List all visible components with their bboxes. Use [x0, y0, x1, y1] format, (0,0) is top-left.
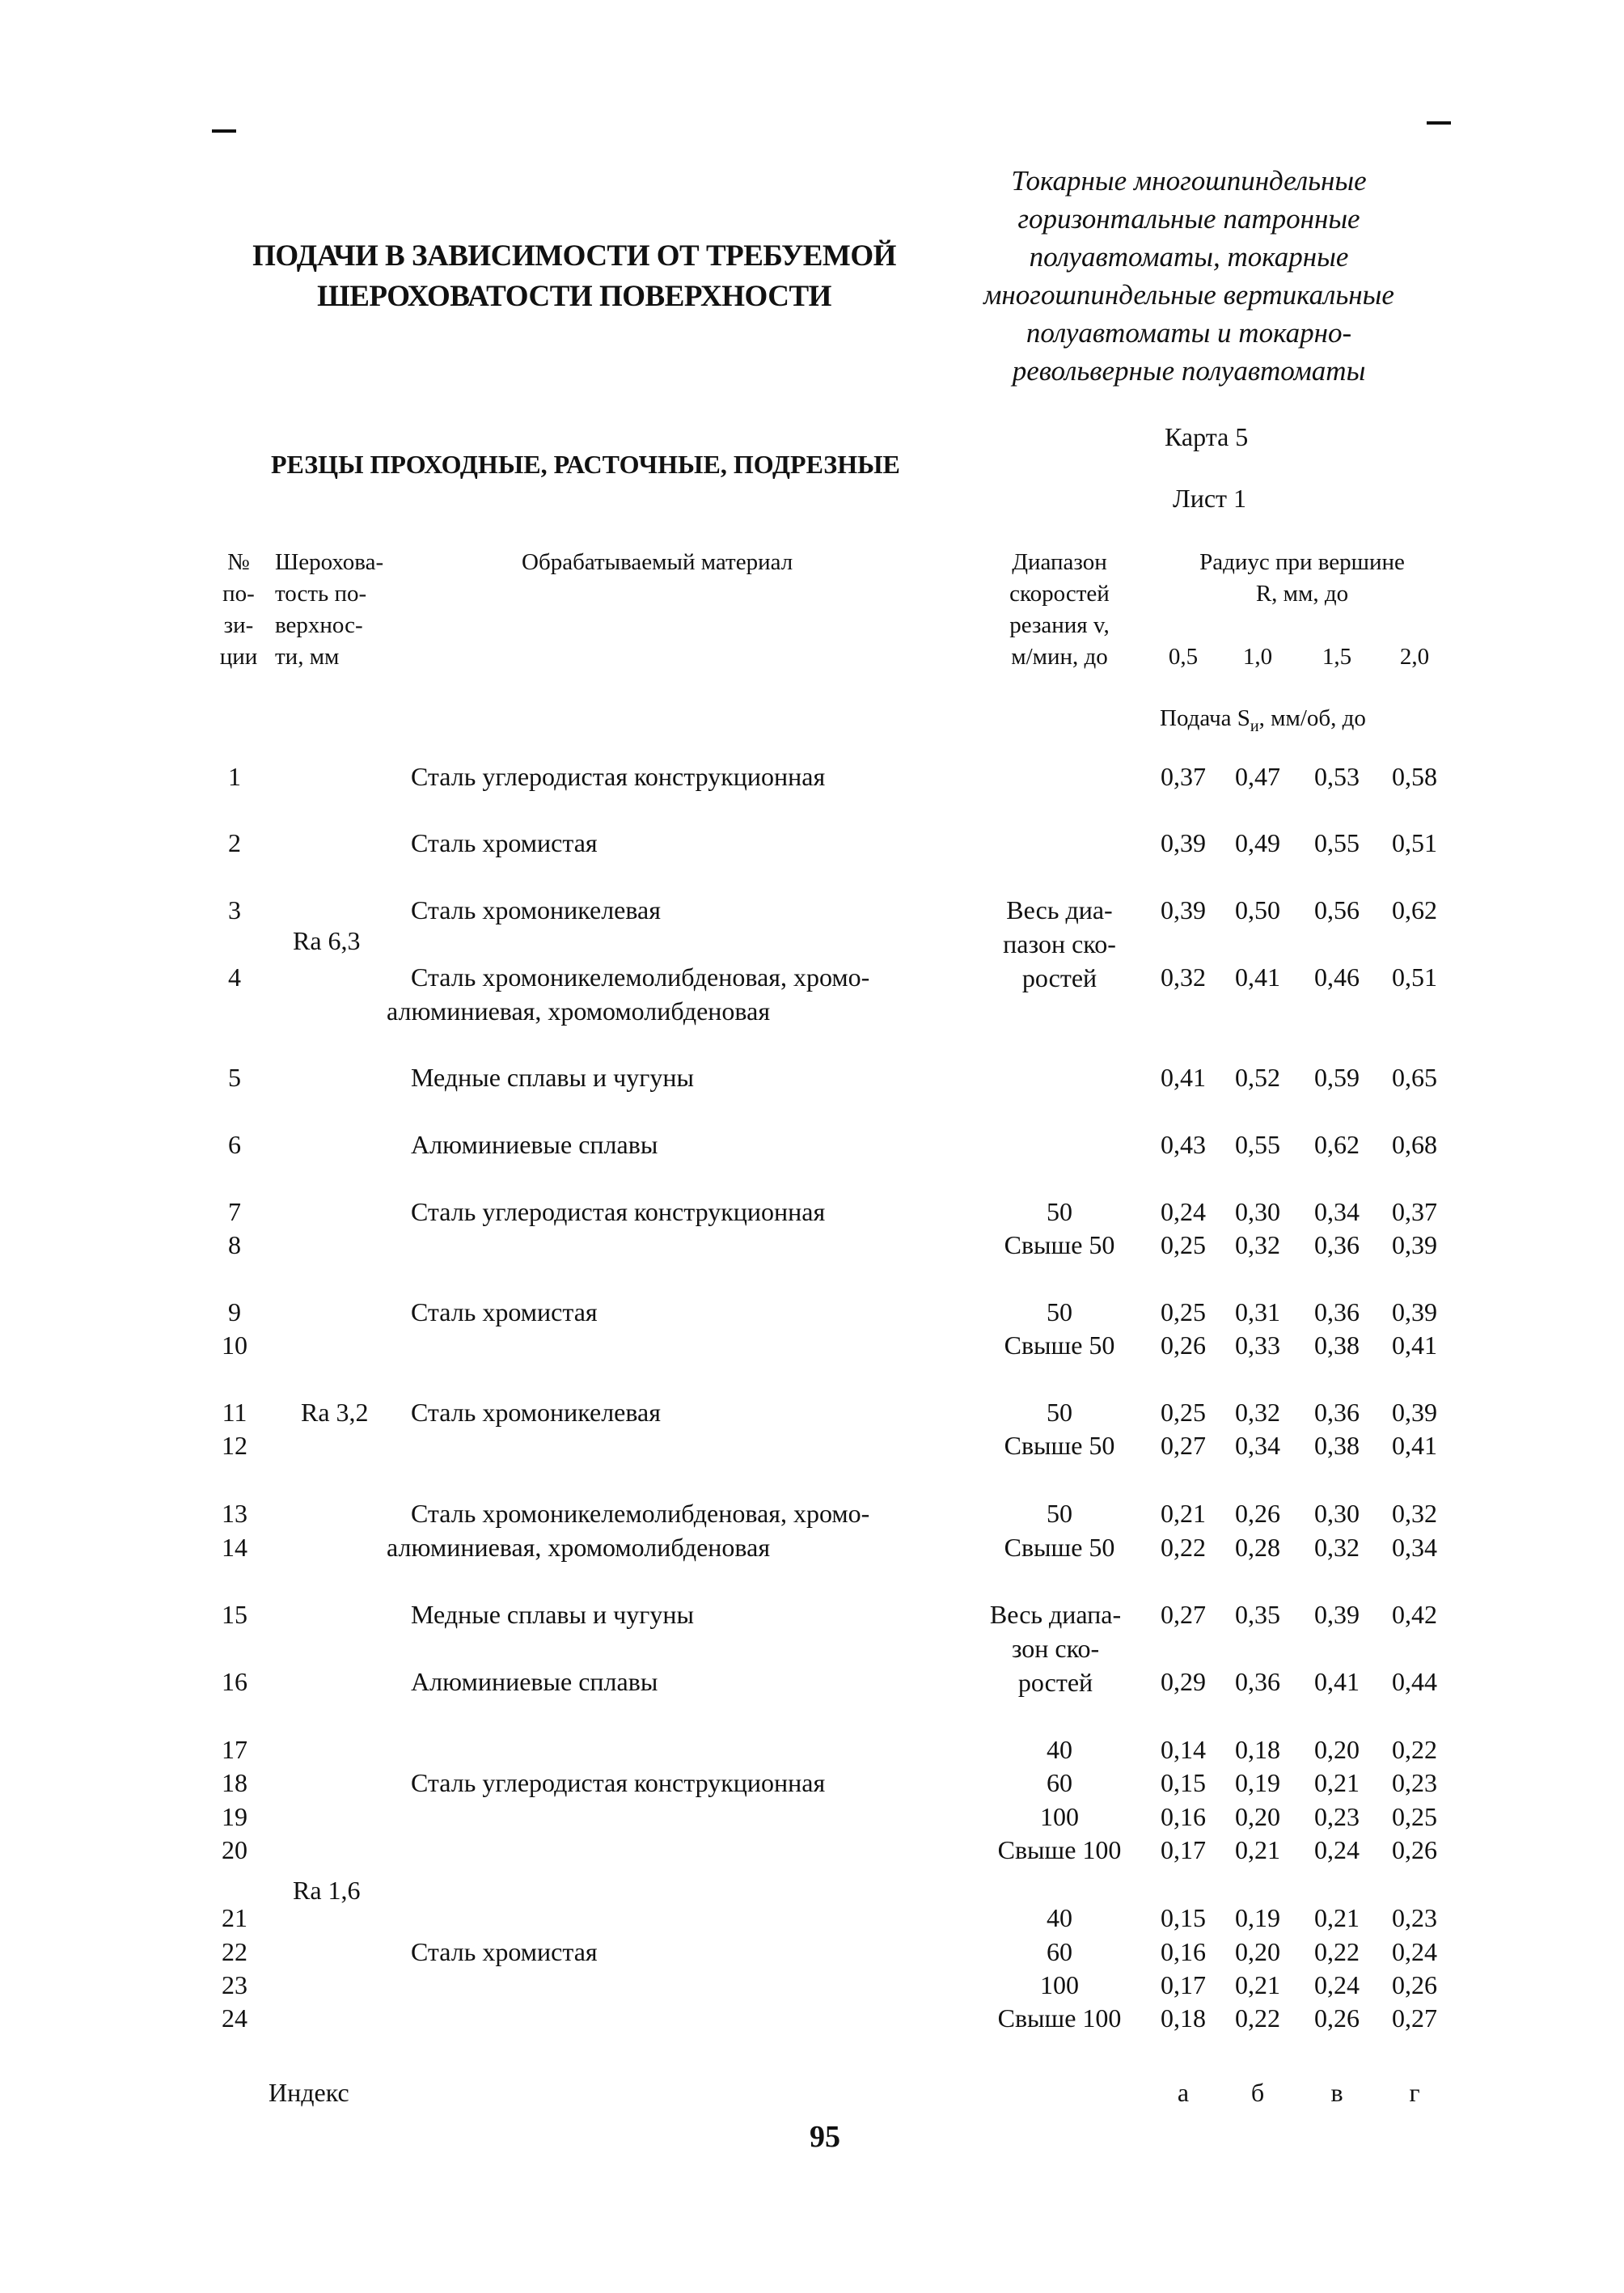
header-line: скоростей: [1009, 581, 1110, 607]
material-cell: алюминиевая, хромомолибденовая: [387, 1533, 771, 1562]
feed-value: 0,32: [1161, 962, 1206, 992]
index-letter: в: [1330, 2078, 1343, 2107]
header-line: R, мм, до: [1255, 581, 1349, 607]
row-position: 2: [228, 828, 241, 857]
header-line: Шерохова-: [275, 549, 384, 575]
row-position: 15: [222, 1600, 247, 1629]
index-label: Индекс: [269, 2078, 349, 2107]
row-position: 21: [222, 1903, 247, 1932]
feed-unit: , мм/об, до: [1258, 705, 1366, 731]
feed-value: 0,26: [1235, 1499, 1280, 1528]
speed-note: [979, 893, 1140, 995]
feed-value: 0,53: [1314, 762, 1360, 791]
feed-label: Подача S: [1160, 705, 1250, 731]
material-cell: алюминиевая, хромомолибденовая: [387, 996, 771, 1026]
roughness-label: Ra 3,2: [301, 1398, 369, 1427]
feed-value: 0,36: [1235, 1667, 1280, 1696]
machine-line: Токарные многошпиндельные: [1011, 165, 1367, 197]
feed-value: 0,22: [1235, 2003, 1280, 2033]
material-cell: Сталь углеродистая конструкционная: [411, 1768, 826, 1797]
feed-value: 0,24: [1314, 1970, 1360, 1999]
row-position: 22: [222, 1937, 247, 1966]
header-line: №: [227, 549, 250, 575]
feed-value: 0,25: [1161, 1230, 1206, 1259]
feed-value: 0,17: [1161, 1970, 1206, 1999]
row-position: 6: [228, 1130, 241, 1159]
material-cell: Сталь хромоникелевая: [411, 895, 661, 924]
row-position: 24: [222, 2003, 247, 2033]
card-number: Карта 5: [1165, 422, 1249, 451]
feed-value: 0,62: [1392, 895, 1437, 924]
roughness-label: Ra 1,6: [293, 1876, 361, 1905]
feed-value: 0,16: [1161, 1937, 1206, 1966]
row-position: 4: [228, 962, 241, 992]
feed-value: 0,34: [1314, 1197, 1360, 1226]
speed-note: [971, 1597, 1140, 1699]
feed-value: 0,26: [1314, 2003, 1360, 2033]
radius-3: 2,0: [1399, 644, 1430, 670]
feed-value: 0,34: [1392, 1533, 1437, 1562]
feed-value: 0,68: [1392, 1130, 1437, 1159]
row-speed: 40: [1047, 1735, 1072, 1764]
row-position: 13: [222, 1499, 247, 1528]
header-line: ти, мм: [275, 644, 340, 670]
feed-value: 0,22: [1314, 1937, 1360, 1966]
page-title: [210, 236, 938, 317]
feed-value: 0,19: [1235, 1903, 1280, 1932]
speed-note-line: Весь диа-: [1006, 895, 1113, 924]
feed-value: 0,31: [1235, 1297, 1280, 1326]
feed-value: 0,18: [1235, 1735, 1280, 1764]
material-cell: Сталь хромоникелевая: [411, 1398, 661, 1427]
feed-value: 0,24: [1314, 1835, 1360, 1864]
feed-value: 0,43: [1161, 1130, 1206, 1159]
row-position: 12: [222, 1431, 247, 1460]
radius-1: 1,0: [1242, 644, 1273, 670]
speed-note-line: Весь диапа-: [989, 1600, 1122, 1629]
feed-value: 0,21: [1235, 1835, 1280, 1864]
feed-value: 0,26: [1161, 1331, 1206, 1360]
row-position: 8: [228, 1230, 241, 1259]
row-speed: 100: [1040, 1802, 1079, 1831]
speed-note-line: ростей: [1017, 1668, 1093, 1697]
speed-note-line: пазон ско-: [1003, 929, 1116, 958]
index-letter: а: [1177, 2078, 1190, 2107]
material-cell: Сталь хромистая: [411, 1937, 598, 1966]
feed-value: 0,20: [1314, 1735, 1360, 1764]
feed-value: 0,37: [1392, 1197, 1437, 1226]
feed-value: 0,24: [1392, 1937, 1437, 1966]
feed-value: 0,35: [1235, 1600, 1280, 1629]
row-speed: 40: [1047, 1903, 1072, 1932]
feed-value: 0,41: [1235, 962, 1280, 992]
feed-value: 0,21: [1235, 1970, 1280, 1999]
feed-value: 0,51: [1392, 828, 1437, 857]
feed-value: 0,29: [1161, 1667, 1206, 1696]
feed-value: 0,34: [1235, 1431, 1280, 1460]
speed-note-line: ростей: [1021, 963, 1097, 992]
feed-value: 0,21: [1314, 1903, 1360, 1932]
feed-value: 0,23: [1314, 1802, 1360, 1831]
feed-value: 0,19: [1235, 1768, 1280, 1797]
title-line: ШЕРОХОВАТОСТИ ПОВЕРХНОСТИ: [317, 280, 831, 313]
row-speed: Свыше 100: [997, 2003, 1122, 2033]
feed-value: 0,27: [1392, 2003, 1437, 2033]
feed-value: 0,65: [1392, 1063, 1437, 1092]
feed-value: 0,22: [1392, 1735, 1437, 1764]
row-speed: 50: [1047, 1398, 1072, 1427]
row-speed: 60: [1047, 1937, 1072, 1966]
row-speed: 50: [1047, 1197, 1072, 1226]
feed-value: 0,18: [1161, 2003, 1206, 2033]
material-cell: Сталь углеродистая конструкционная: [411, 1197, 826, 1226]
row-speed: Свыше 50: [1004, 1230, 1115, 1259]
feed-value: 0,32: [1314, 1533, 1360, 1562]
header-line: Радиус при вершине: [1199, 549, 1405, 575]
feed-value: 0,25: [1392, 1802, 1437, 1831]
feed-value: 0,55: [1314, 828, 1360, 857]
row-speed: Свыше 100: [997, 1835, 1122, 1864]
feed-value: 0,51: [1392, 962, 1437, 992]
feed-value: 0,59: [1314, 1063, 1360, 1092]
feed-value: 0,15: [1161, 1903, 1206, 1932]
feed-value: 0,44: [1392, 1667, 1437, 1696]
header-line: по-: [222, 581, 255, 607]
feed-value: 0,50: [1235, 895, 1280, 924]
speed-note-line: зон ско-: [1011, 1634, 1100, 1663]
machine-line: горизонтальные патронные: [1017, 203, 1360, 235]
row-position: 19: [222, 1802, 247, 1831]
feed-value: 0,20: [1235, 1802, 1280, 1831]
feed-value: 0,55: [1235, 1130, 1280, 1159]
row-speed: Свыше 50: [1004, 1533, 1115, 1562]
feed-value: 0,41: [1392, 1331, 1437, 1360]
header-line: верхнос-: [275, 612, 363, 638]
feed-value: 0,62: [1314, 1130, 1360, 1159]
feed-value: 0,30: [1235, 1197, 1280, 1226]
feed-value: 0,39: [1161, 828, 1206, 857]
row-speed: 60: [1047, 1768, 1072, 1797]
feed-value: 0,36: [1314, 1297, 1360, 1326]
feed-value: 0,24: [1161, 1197, 1206, 1226]
header-line: ции: [219, 644, 258, 670]
header-material: Обрабатываемый материал: [522, 549, 793, 575]
row-position: 20: [222, 1835, 247, 1864]
page-number: 95: [810, 2120, 840, 2154]
feed-value: 0,21: [1314, 1768, 1360, 1797]
header-speed: [979, 547, 1140, 673]
material-cell: Сталь хромоникелемолибденовая, хромо-: [411, 962, 870, 992]
feed-value: 0,23: [1392, 1768, 1437, 1797]
index-letter: б: [1250, 2078, 1265, 2107]
row-position: 16: [222, 1667, 247, 1696]
feed-value: 0,15: [1161, 1768, 1206, 1797]
row-position: 3: [228, 895, 241, 924]
row-position: 14: [222, 1533, 247, 1562]
feed-value: 0,20: [1235, 1937, 1280, 1966]
feed-value: 0,30: [1314, 1499, 1360, 1528]
feed-value: 0,26: [1392, 1835, 1437, 1864]
feed-value: 0,32: [1235, 1398, 1280, 1427]
feed-value: 0,32: [1392, 1499, 1437, 1528]
roughness-label: Ra 6,3: [293, 926, 361, 955]
feed-value: 0,32: [1235, 1230, 1280, 1259]
feed-value: 0,39: [1314, 1600, 1360, 1629]
header-line: м/мин, до: [1011, 644, 1108, 670]
row-position: 18: [222, 1768, 247, 1797]
feed-value: 0,25: [1161, 1398, 1206, 1427]
header-line: зи-: [223, 612, 254, 638]
feed-value: 0,36: [1314, 1230, 1360, 1259]
row-speed: 50: [1047, 1297, 1072, 1326]
feed-header: [1160, 703, 1366, 742]
row-speed: 50: [1047, 1499, 1072, 1528]
radius-2: 1,5: [1322, 644, 1352, 670]
feed-value: 0,41: [1392, 1431, 1437, 1460]
material-cell: Медные сплавы и чугуны: [411, 1600, 694, 1629]
feed-value: 0,27: [1161, 1600, 1206, 1629]
header-radius: [1148, 547, 1456, 610]
row-position: 10: [222, 1331, 247, 1360]
header-roughness: [275, 547, 421, 673]
row-position: 11: [222, 1398, 247, 1427]
machine-line: револьверные полуавтоматы: [1012, 355, 1366, 387]
feed-value: 0,27: [1161, 1431, 1206, 1460]
feed-value: 0,36: [1314, 1398, 1360, 1427]
feed-subscript: и: [1250, 717, 1259, 735]
row-position: 7: [228, 1197, 241, 1226]
index-letter: г: [1409, 2078, 1420, 2107]
feed-value: 0,39: [1392, 1230, 1437, 1259]
feed-value: 0,23: [1392, 1903, 1437, 1932]
feed-value: 0,21: [1161, 1499, 1206, 1528]
row-position: 23: [222, 1970, 247, 1999]
feed-value: 0,25: [1161, 1297, 1206, 1326]
header-line: резания v,: [1009, 612, 1110, 638]
material-cell: Медные сплавы и чугуны: [411, 1063, 694, 1092]
material-cell: Сталь хромоникелемолибденовая, хромо-: [411, 1499, 870, 1528]
feed-value: 0,41: [1161, 1063, 1206, 1092]
feed-value: 0,46: [1314, 962, 1360, 992]
feed-value: 0,17: [1161, 1835, 1206, 1864]
corner-mark-left: [212, 129, 236, 133]
row-position: 1: [228, 762, 241, 791]
header-position: [214, 547, 263, 673]
material-cell: Сталь углеродистая конструкционная: [411, 762, 826, 791]
header-line: тость по-: [275, 581, 367, 607]
feed-value: 0,14: [1161, 1735, 1206, 1764]
machine-line: полуавтоматы, токарные: [1029, 241, 1349, 273]
sheet-number: Лист 1: [1173, 484, 1247, 513]
feed-value: 0,47: [1235, 762, 1280, 791]
feed-value: 0,56: [1314, 895, 1360, 924]
feed-value: 0,41: [1314, 1667, 1360, 1696]
machine-line: многошпиндельные вертикальные: [983, 279, 1394, 311]
feed-value: 0,38: [1314, 1431, 1360, 1460]
title-line: ПОДАЧИ В ЗАВИСИМОСТИ ОТ ТРЕБУЕМОЙ: [252, 239, 896, 273]
row-speed: 100: [1040, 1970, 1079, 1999]
feed-value: 0,37: [1161, 762, 1206, 791]
feed-value: 0,39: [1392, 1297, 1437, 1326]
row-position: 9: [228, 1297, 241, 1326]
machine-line: полуавтоматы и токарно-: [1026, 317, 1352, 349]
feed-value: 0,33: [1235, 1331, 1280, 1360]
material-cell: Алюминиевые сплавы: [411, 1667, 658, 1696]
feed-value: 0,39: [1161, 895, 1206, 924]
row-position: 17: [222, 1735, 247, 1764]
feed-value: 0,38: [1314, 1331, 1360, 1360]
corner-mark-right: [1427, 121, 1451, 125]
feed-value: 0,16: [1161, 1802, 1206, 1831]
material-cell: Сталь хромистая: [411, 1297, 598, 1326]
feed-value: 0,26: [1392, 1970, 1437, 1999]
material-cell: Алюминиевые сплавы: [411, 1130, 658, 1159]
row-speed: Свыше 50: [1004, 1331, 1115, 1360]
feed-value: 0,39: [1392, 1398, 1437, 1427]
header-line: Диапазон: [1012, 549, 1107, 575]
material-cell: Сталь хромистая: [411, 828, 598, 857]
machine-types: [930, 162, 1448, 390]
feed-value: 0,49: [1235, 828, 1280, 857]
feed-value: 0,42: [1392, 1600, 1437, 1629]
tool-subtitle: РЕЗЦЫ ПРОХОДНЫЕ, РАСТОЧНЫЕ, ПОДРЕЗНЫЕ: [271, 450, 900, 479]
feed-value: 0,52: [1235, 1063, 1280, 1092]
feed-value: 0,28: [1235, 1533, 1280, 1562]
row-position: 5: [228, 1063, 241, 1092]
radius-0: 0,5: [1168, 644, 1199, 670]
feed-value: 0,58: [1392, 762, 1437, 791]
row-speed: Свыше 50: [1004, 1431, 1115, 1460]
feed-value: 0,22: [1161, 1533, 1206, 1562]
